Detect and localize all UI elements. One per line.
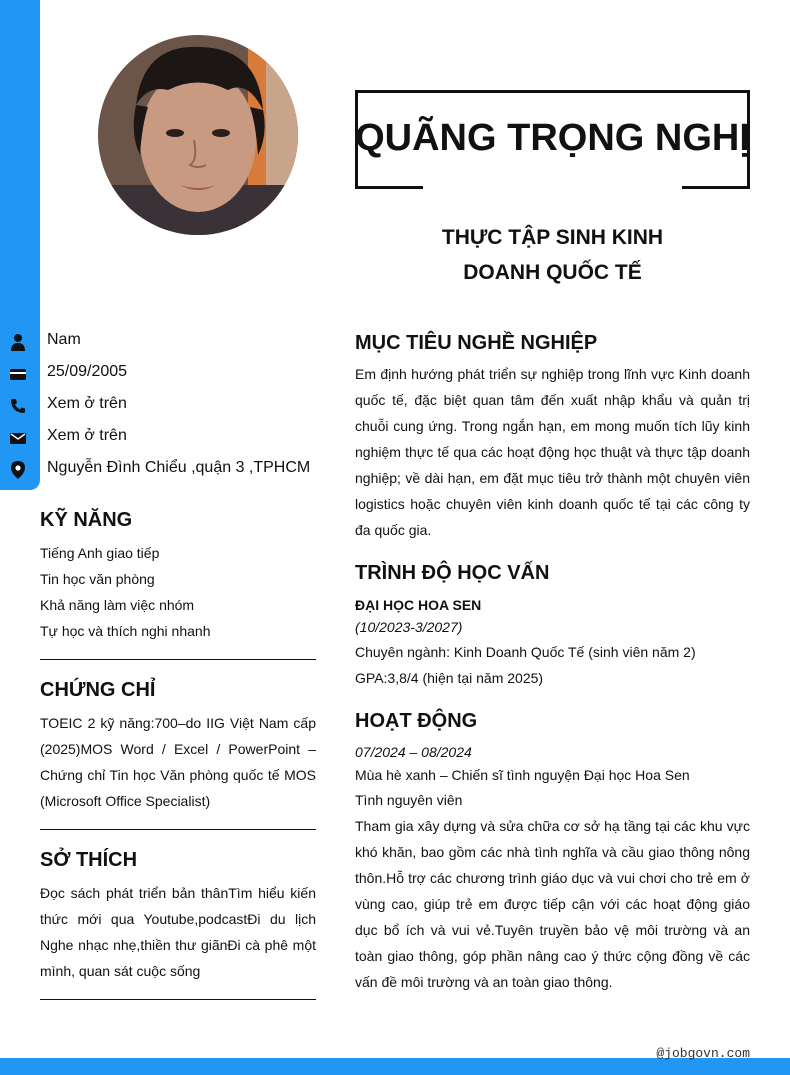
- activity-details: [355, 741, 750, 995]
- hobbies-text: Đọc sách phát triển bản thânTìm hiểu kiến thức mới qua Youtube,podcastĐi du lịch Nghe nhạc nhẹ,thiền thư giãnĐi cà phê một mình, quan sát cuộc sống: [40, 885, 316, 979]
- certificates-title: CHỨNG CHỈ: [40, 679, 156, 701]
- divider: [40, 999, 316, 1000]
- contact-address: [0, 455, 340, 487]
- education-title: TRÌNH ĐỘ HỌC VẤN: [355, 562, 550, 584]
- activity-period: 07/2024 – 08/2024: [355, 744, 472, 760]
- divider: [40, 829, 316, 830]
- school-name: ĐẠI HỌC HOA SEN: [355, 597, 482, 613]
- contact-text: Nguyễn Đình Chiểu ,quận 3 ,TPHCM: [47, 459, 311, 476]
- avatar: [98, 35, 298, 235]
- divider: [40, 659, 316, 660]
- skills-title: KỸ NĂNG: [40, 509, 133, 531]
- job-title: THỰC TẬP SINH KINH DOANH QUỐC TẾ: [441, 226, 664, 284]
- contact-list: [0, 327, 340, 487]
- calendar-icon: [9, 364, 27, 384]
- contact-email: [0, 423, 340, 455]
- education-gpa: GPA:3,8/4 (hiện tại năm 2025): [355, 670, 544, 686]
- activity-organization: Mùa hè xanh – Chiến sĩ tình nguyện Đại học Hoa Sen: [355, 767, 690, 783]
- education-period: (10/2023-3/2027): [355, 619, 463, 635]
- list-item: Tin học văn phòng: [40, 571, 155, 587]
- list-item: Tự học và thích nghi nhanh: [40, 623, 211, 639]
- activity-role: Tình nguyên viên: [355, 792, 463, 808]
- education-major: Chuyên ngành: Kinh Doanh Quốc Tế (sinh viên năm 2): [355, 644, 696, 660]
- contact-text: Nam: [47, 331, 81, 348]
- contact-text: Xem ở trên: [47, 395, 127, 412]
- education-details: [355, 595, 750, 691]
- mail-icon: [9, 428, 27, 448]
- list-item: Tiếng Anh giao tiếp: [40, 545, 160, 561]
- certificates-text: TOEIC 2 kỹ năng:700–do IIG Việt Nam cấp (2025)MOS Word / Excel / PowerPoint – Chứng chỉ Tin học Văn phòng quốc tế MOS (Microsoft Office Specialist): [40, 715, 316, 809]
- phone-icon: [9, 396, 27, 416]
- candidate-name: QUÃNG TRỌNG NGHỊ: [355, 117, 750, 159]
- contact-text: 25/09/2005: [47, 363, 128, 380]
- contact-text: Xem ở trên: [47, 427, 127, 444]
- objective-text: Em định hướng phát triển sự nghiệp trong lĩnh vực Kinh doanh quốc tế, đặc biệt quan tâm đến xuất nhập khẩu và quản trị chuỗi cung ứng. Trong ngắn hạn, em mong muốn tích lũy kinh nghiệm thực tế qua các hoạt động học thuật và thực tập doanh nghiệp; về dài hạn, em đặt mục tiêu trở thành một chuyên viên logistics hoặc chuyên viên kinh doanh quốc tế tại các công ty đa quốc gia.: [355, 366, 750, 538]
- frame-corner-left: [355, 186, 423, 189]
- avatar-photo: [98, 35, 298, 235]
- hobbies-title: SỞ THÍCH: [40, 849, 138, 871]
- objective-title: MỤC TIÊU NGHỀ NGHIỆP: [355, 332, 598, 354]
- contact-phone: [0, 391, 340, 423]
- frame-corner-right: [682, 186, 750, 189]
- activity-description: Tham gia xây dựng và sửa chữa cơ sở hạ tầng tại các khu vực khó khăn, bao gồm các nhà tình nghĩa và cầu giao thông nông thôn.Hỗ trợ các chương trình giáo dục và vui chơi cho trẻ em ở vùng cao, giúp trẻ em được tiếp cận với các hoạt động giáo dục bổ ích và vui vẻ.Tuyên truyền bảo vệ môi trường và an toàn giao thông, góp phần nâng cao ý thức cộng đồng về các vấn đề môi trường và an toàn giao thông.: [355, 818, 750, 990]
- location-icon: [9, 460, 27, 480]
- skills-list: [40, 540, 316, 644]
- watermark: @jobgovn.com: [656, 1046, 750, 1061]
- list-item: Khả năng làm việc nhóm: [40, 597, 195, 613]
- activities-title: HOẠT ĐỘNG: [355, 710, 478, 732]
- person-icon: [9, 332, 27, 352]
- contact-birthday: [0, 359, 340, 391]
- contact-gender: [0, 327, 340, 359]
